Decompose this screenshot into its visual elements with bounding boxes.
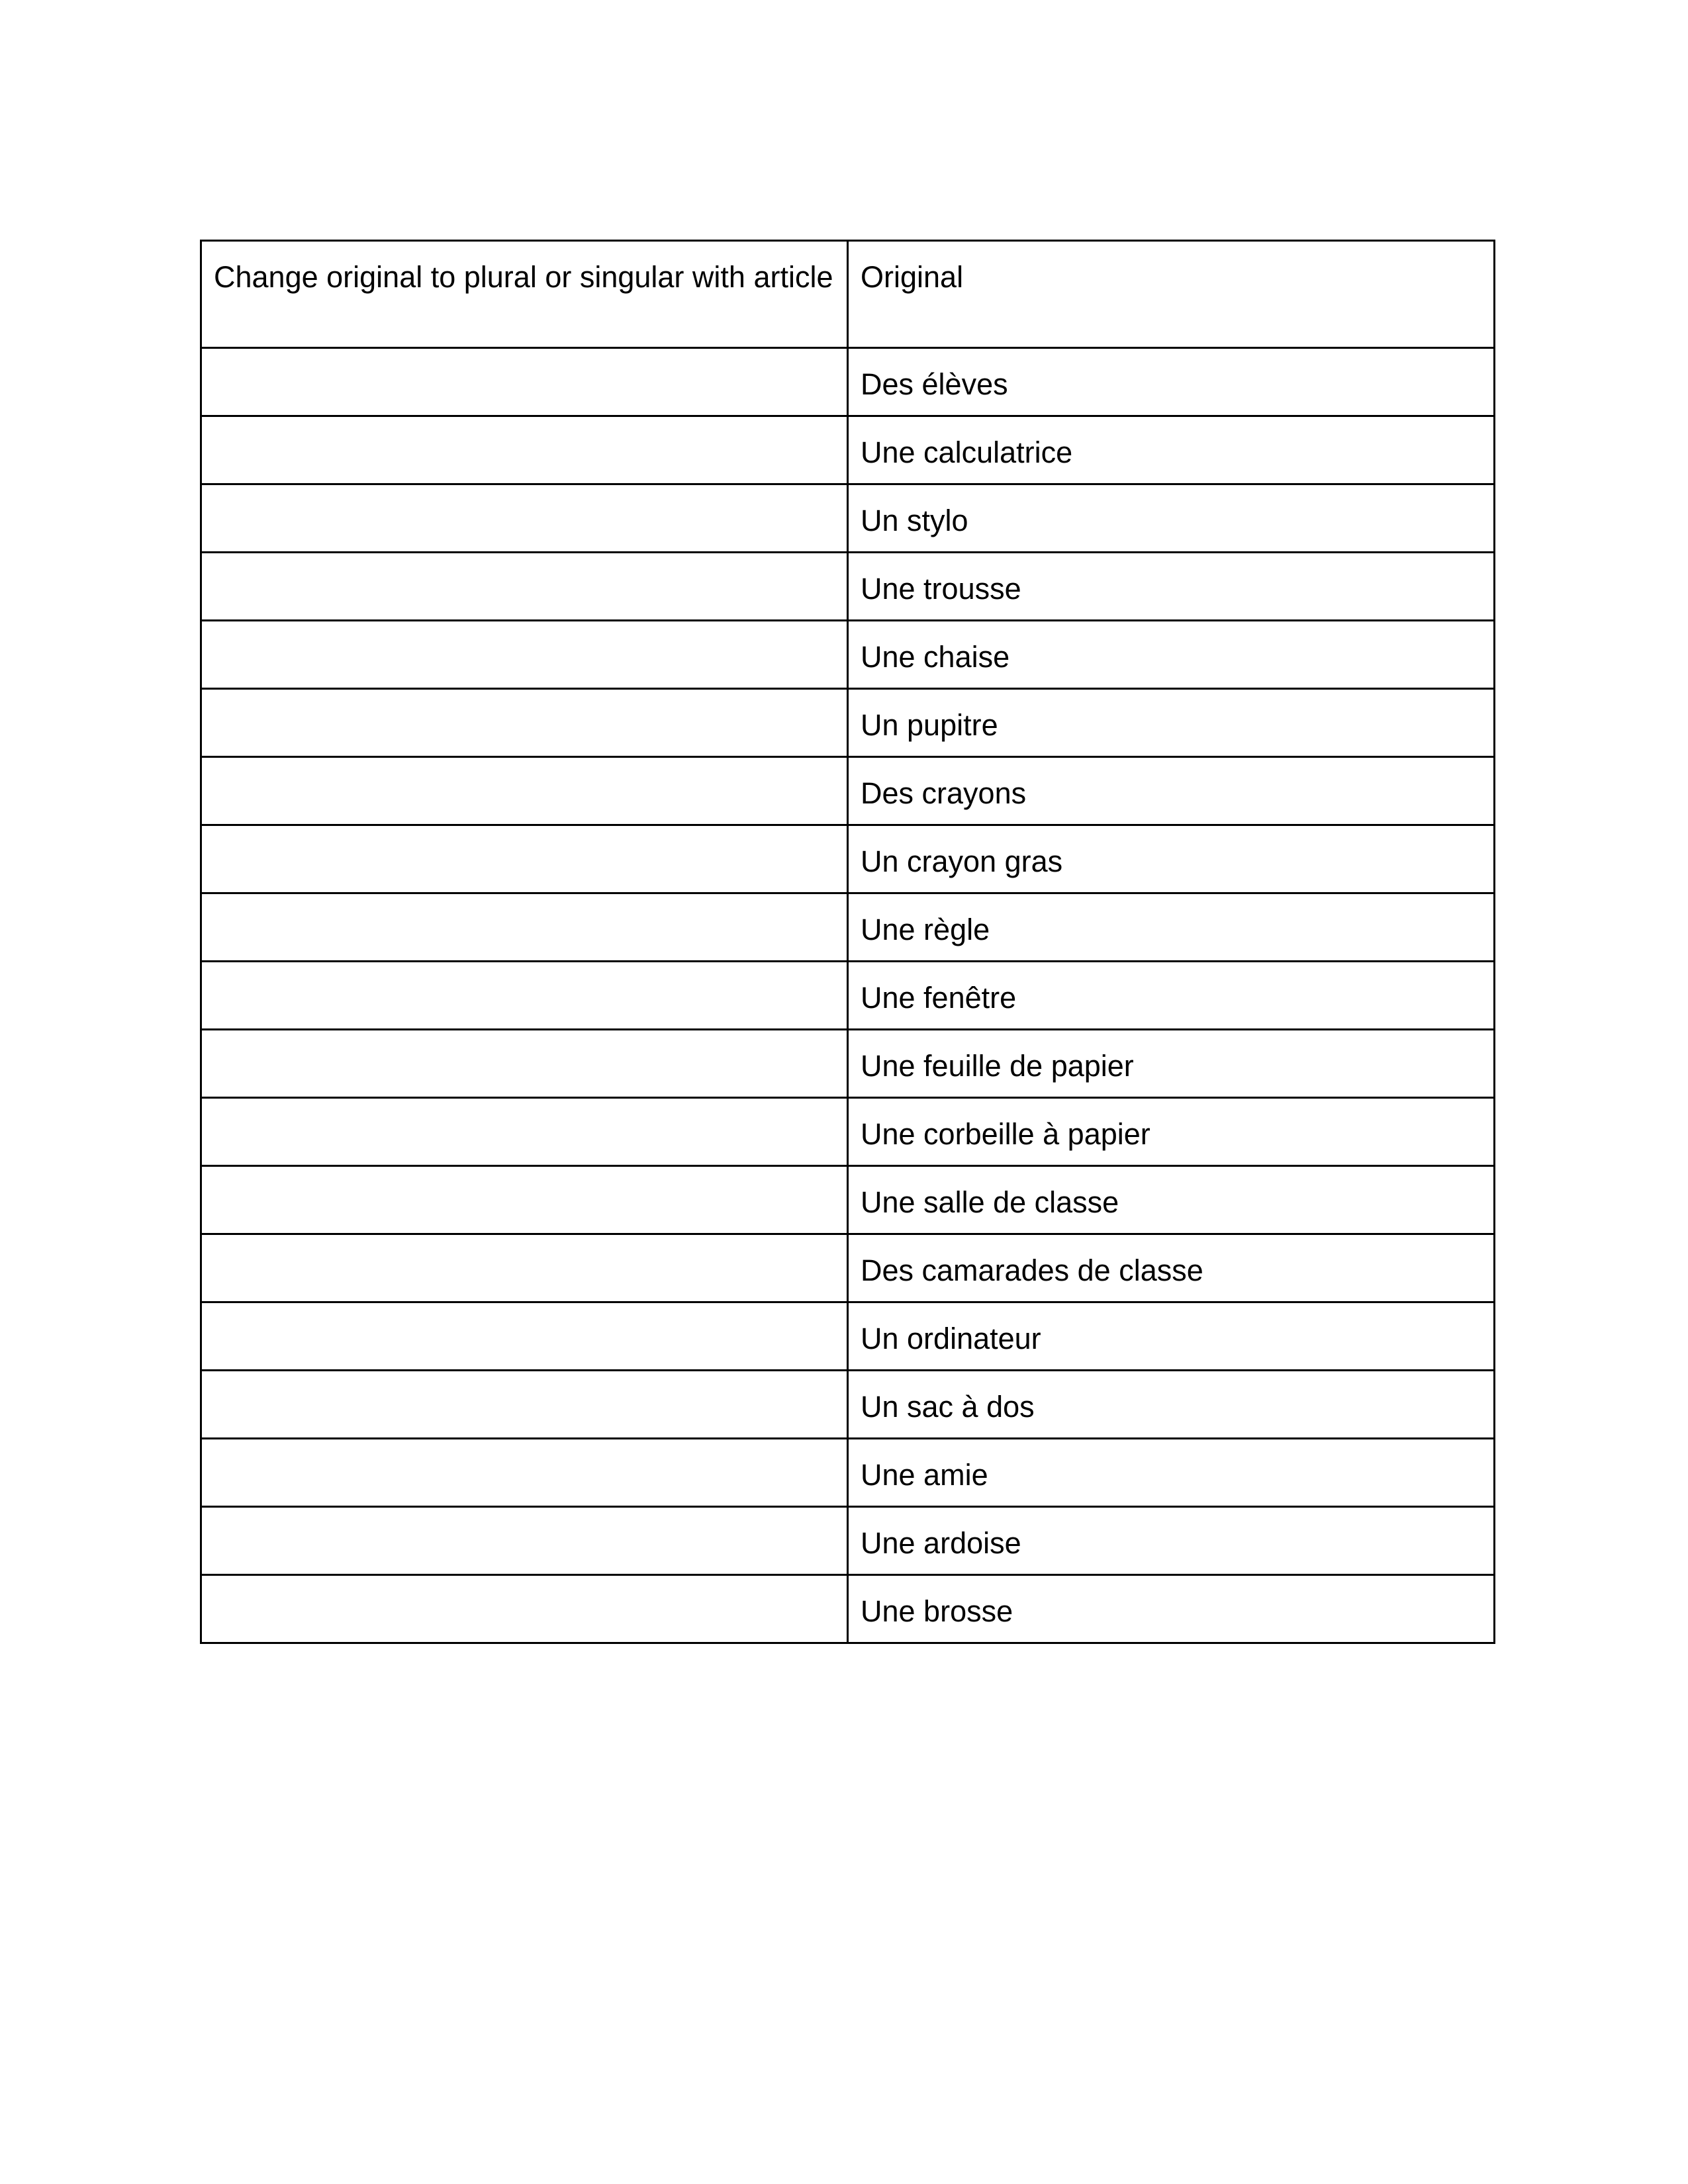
answer-cell[interactable] xyxy=(201,1166,848,1234)
original-cell: Un ordinateur xyxy=(848,1302,1495,1371)
table-row xyxy=(201,1507,1495,1575)
answer-cell[interactable] xyxy=(201,1302,848,1371)
original-cell: Un stylo xyxy=(848,484,1495,553)
original-cell: Un pupitre xyxy=(848,689,1495,757)
table-row xyxy=(201,553,1495,621)
original-cell: Un crayon gras xyxy=(848,825,1495,893)
original-cell: Une règle xyxy=(848,893,1495,962)
table-row xyxy=(201,1030,1495,1098)
answer-cell[interactable] xyxy=(201,553,848,621)
original-cell: Une salle de classe xyxy=(848,1166,1495,1234)
original-cell: Une trousse xyxy=(848,553,1495,621)
table-row xyxy=(201,416,1495,484)
original-column-header: Original xyxy=(848,241,1495,348)
table-row xyxy=(201,825,1495,893)
answer-cell[interactable] xyxy=(201,1439,848,1507)
answer-cell[interactable] xyxy=(201,1030,848,1098)
table-row xyxy=(201,1302,1495,1371)
original-cell: Des camarades de classe xyxy=(848,1234,1495,1302)
answer-cell[interactable] xyxy=(201,757,848,825)
table-row xyxy=(201,1234,1495,1302)
answer-cell[interactable] xyxy=(201,962,848,1030)
original-cell: Des crayons xyxy=(848,757,1495,825)
original-cell: Une amie xyxy=(848,1439,1495,1507)
table-row xyxy=(201,1098,1495,1166)
original-cell: Une brosse xyxy=(848,1575,1495,1643)
table-row xyxy=(201,757,1495,825)
answer-cell[interactable] xyxy=(201,348,848,416)
table-row xyxy=(201,893,1495,962)
answer-cell[interactable] xyxy=(201,893,848,962)
answer-cell[interactable] xyxy=(201,416,848,484)
header-row xyxy=(201,241,1495,348)
answer-cell[interactable] xyxy=(201,1234,848,1302)
table-row xyxy=(201,1575,1495,1643)
table-row xyxy=(201,689,1495,757)
answer-cell[interactable] xyxy=(201,825,848,893)
original-cell: Une chaise xyxy=(848,621,1495,689)
answer-cell[interactable] xyxy=(201,621,848,689)
vocabulary-table xyxy=(200,240,1495,1644)
original-cell: Des élèves xyxy=(848,348,1495,416)
table-body xyxy=(201,241,1495,1643)
original-cell: Une ardoise xyxy=(848,1507,1495,1575)
answer-cell[interactable] xyxy=(201,1575,848,1643)
table-row xyxy=(201,348,1495,416)
table-row xyxy=(201,962,1495,1030)
original-cell: Une corbeille à papier xyxy=(848,1098,1495,1166)
table-row xyxy=(201,621,1495,689)
answer-cell[interactable] xyxy=(201,1371,848,1439)
original-cell: Une feuille de papier xyxy=(848,1030,1495,1098)
table-row xyxy=(201,1166,1495,1234)
original-cell: Une calculatrice xyxy=(848,416,1495,484)
answer-cell[interactable] xyxy=(201,1098,848,1166)
answer-column-header: Change original to plural or singular with article xyxy=(201,241,848,348)
table-row xyxy=(201,1371,1495,1439)
table-row xyxy=(201,484,1495,553)
original-cell: Une fenêtre xyxy=(848,962,1495,1030)
answer-cell[interactable] xyxy=(201,484,848,553)
answer-cell[interactable] xyxy=(201,689,848,757)
table-row xyxy=(201,1439,1495,1507)
answer-cell[interactable] xyxy=(201,1507,848,1575)
original-cell: Un sac à dos xyxy=(848,1371,1495,1439)
